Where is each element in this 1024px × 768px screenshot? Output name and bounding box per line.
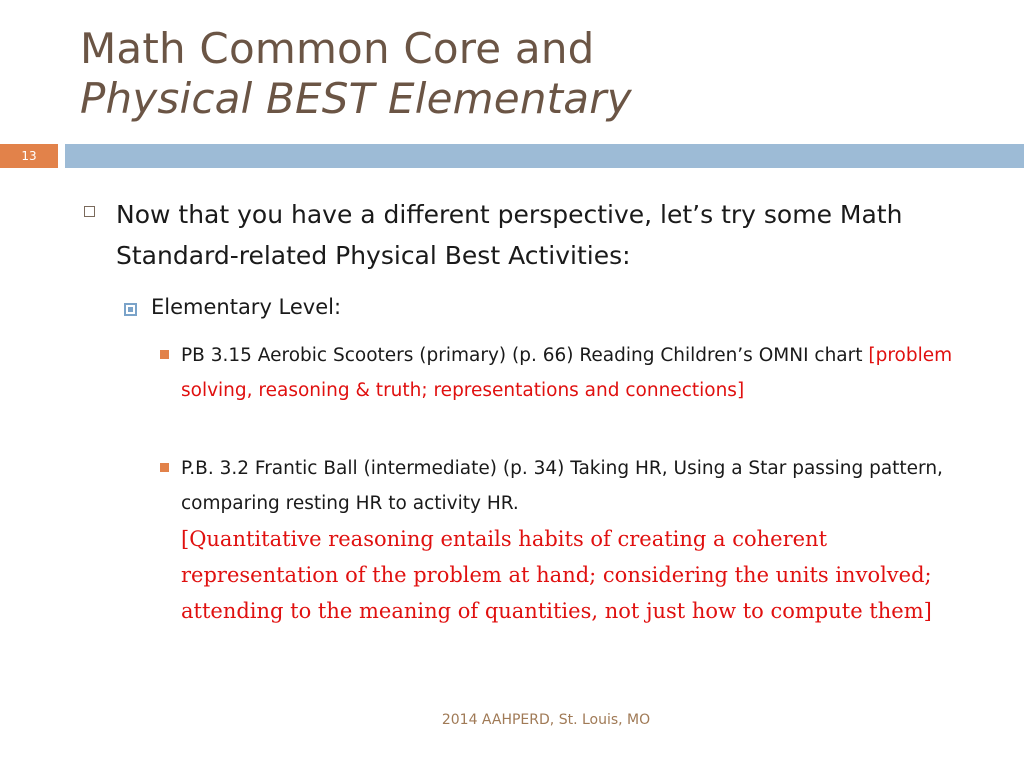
bullet-level-2: Elementary Level: [151, 295, 342, 319]
item-2-tag: [Quantitative reasoning entails habits of creating a coherent representation of the problem at hand; considering the units involved; attending to the meaning of quantities, not just how to compute them] [181, 527, 932, 623]
slide-number-badge: 13 [0, 144, 58, 168]
title-divider-bar [65, 144, 1024, 168]
footer-text: 2014 AAHPERD, St. Louis, MO [441, 712, 651, 728]
filled-square-bullet-icon [160, 350, 169, 359]
item-1-tag: [problem solving, reasoning & truth; representations and connections] [181, 345, 953, 401]
slide-title [80, 24, 980, 124]
square-bullet-icon [124, 303, 137, 316]
bullet-level-3-item-2 [181, 451, 971, 629]
title-line-2: Physical BEST Elementary [80, 74, 632, 123]
filled-square-bullet-icon [160, 463, 169, 472]
bullet-level-3-item-1 [181, 338, 971, 408]
title-line-1: Math Common Core and [80, 24, 595, 73]
bullet-level-1: Now that you have a different perspective, let’s try some Math Standard-related Physical Best Activities: [116, 200, 903, 270]
item-2-text: P.B. 3.2 Frantic Ball (intermediate) (p. 34) Taking HR, Using a Star passing pattern, comparing resting HR to activity HR. [181, 458, 943, 514]
item-1-text: PB 3.15 Aerobic Scooters (primary) (p. 66) Reading Children’s OMNI chart [181, 345, 869, 366]
slide-footer [0, 712, 1024, 728]
hollow-square-bullet-icon [84, 206, 95, 217]
